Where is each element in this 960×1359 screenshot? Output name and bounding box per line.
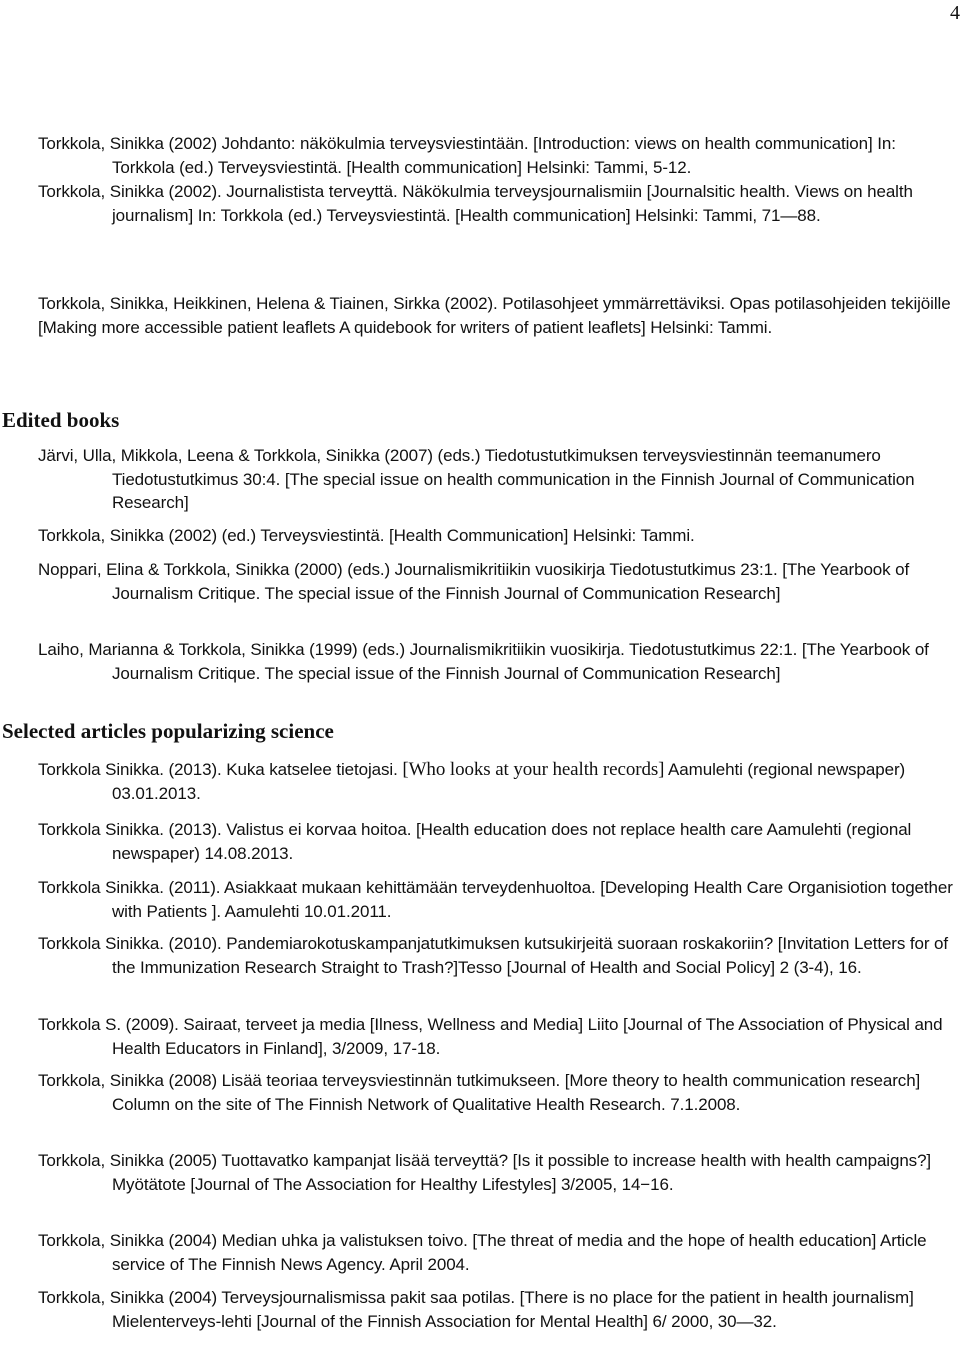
section-heading-articles: Selected articles popularizing science (2, 719, 334, 743)
reference-entry: Torkkola, Sinikka (2004) Median uhka ja valistuksen toivo. [The threat of media and the hope of health education] Article service of The Finnish News Agency. April 2004. (38, 1231, 927, 1274)
reference-entry: Torkkola, Sinikka (2002) (ed.) Terveysviestintä. [Health Communication] Helsinki: Tammi. (38, 526, 695, 545)
reference-entry: Noppari, Elina & Torkkola, Sinikka (2000) (eds.) Journalismikritiikin vuosikirja Tiedotustutkimus 23:1. [The Yearbook of Journalism Critique. The special issue of the Finnish Journal of Communication Research] (38, 560, 910, 603)
entry-text: Torkkola Sinikka. (2013). Kuka katselee tietojasi. (38, 760, 403, 779)
reference-entry: Torkkola, Sinikka (2002). Journalistista terveyttä. Näkökulmia terveysjournalismiin [Journalsitic health. Views on health journalism] In: Torkkola (ed.) Terveysviestintä. [Health communication] Helsinki: Tammi, 71—88. (38, 182, 913, 225)
reference-entry: Torkkola Sinikka. (2011). Asiakkaat mukaan kehittämään terveydenhuoltoa. [Developing Health Care Organisiotion together with Patients ]. Aamulehti 10.01.2011. (38, 878, 953, 921)
reference-entry: Torkkola, Sinikka (2008) Lisää teoriaa terveysviestinnän tutkimukseen. [More theory to health communication research] Column on the site of The Finnish Network of Qualitative Health Research. 7.1.2008. (38, 1071, 921, 1114)
reference-entry: Torkkola, Sinikka (2005) Tuottavatko kampanjat lisää terveyttä? [Is it possible to increase health with health campaigns?] Myötätote [Journal of The Association for Healthy Lifestyles] 3/2005, 14−16. (38, 1151, 932, 1194)
entry-translation: [Who looks at your health records] (402, 759, 665, 780)
section-heading-edited-books: Edited books (2, 408, 120, 432)
reference-entry: Torkkola Sinikka. (2013). Valistus ei korvaa hoitoa. [Health education does not replace health care Aamulehti (regional newspaper) 14.08.2013. (38, 820, 912, 863)
reference-entry: Järvi, Ulla, Mikkola, Leena & Torkkola, Sinikka (2007) (eds.) Tiedotustutkimuksen terveysviestinnän teemanumero Tiedotustutkimus 30:4. [The special issue on health communication in the Finnish Journal of Communication Research] (38, 446, 915, 512)
reference-entry: Torkkola Sinikka. (2010). Pandemiarokotuskampanjatutkimuksen kutsukirjeitä suoraan roskakoriin? [Invitation Letters for of the Immunization Research Straight to Trash?]Tesso [Journal of Health and Social Policy] 2 (3-4), 16. (38, 934, 949, 977)
reference-entry: Laiho, Marianna & Torkkola, Sinikka (1999) (eds.) Journalismikritiikin vuosikirja. Tiedotustutkimus 22:1. [The Yearbook of Journalism Critique. The special issue of the Finnish Journal of Communication Research] (38, 640, 929, 683)
reference-entry: Torkkola, Sinikka (2002) Johdanto: näkökulmia terveysviestintään. [Introduction: views on health communication] In: Torkkola (ed.) Terveysviestintä. [Health communication] Helsinki: Tammi, 5-12. (38, 134, 896, 177)
entry-text: Aamulehti (regional newspaper) 03.01.2013. (112, 760, 906, 803)
page-number: 4 (950, 2, 960, 24)
reference-entry: Torkkola S. (2009). Sairaat, terveet ja media [Ilness, Wellness and Media] Liito [Journal of The Association of Physical and Health Educators in Finland], 3/2009, 17-18. (38, 1015, 943, 1058)
reference-entry: Torkkola, Sinikka, Heikkinen, Helena & Tiainen, Sirkka (2002). Potilasohjeet ymmärrettäviksi. Opas potilasohjeiden tekijöille [Making more accessible patient leaflets A quidebook for writers of patient leaflets] Helsinki: Tammi. (38, 294, 951, 337)
reference-entry (38, 758, 958, 805)
reference-entry: Torkkola, Sinikka (2004) Terveysjournalismissa pakit saa potilas. [There is no place for the patient in health journalism] Mielenterveys-lehti [Journal of the Finnish Association for Mental Health] 6/ 2000, 30—32. (38, 1288, 914, 1331)
